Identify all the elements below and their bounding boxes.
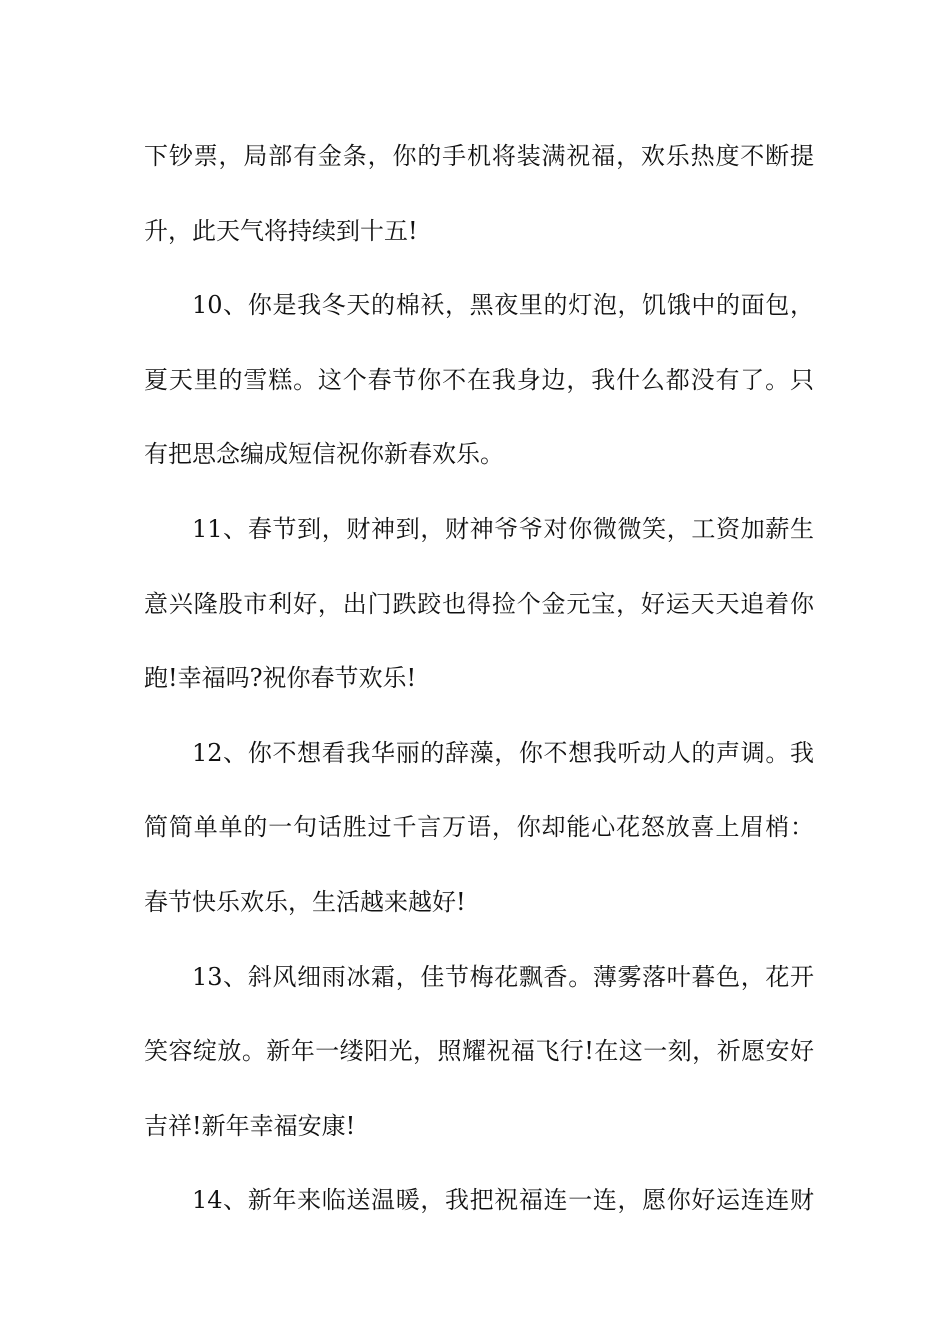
- text-line: 10、你是我冬天的棉袄，黑夜里的灯泡，饥饿中的面包，: [192, 291, 814, 320]
- text-line: 有把思念编成短信祝你新春欢乐。: [144, 440, 504, 469]
- text-line: 升，此天气将持续到十五!: [144, 216, 418, 245]
- document-body: [144, 126, 814, 1245]
- text-line: 夏天里的雪糕。这个春节你不在我身边，我什么都没有了。只: [144, 365, 814, 394]
- text-line: 12、你不想看我华丽的辞藻，你不想我听动人的声调。我: [192, 738, 814, 767]
- text-line: 意兴隆股市利好，出门跌跤也得捡个金元宝，好运天天追着你: [144, 589, 814, 618]
- text-line: 春节快乐欢乐，生活越来越好!: [144, 887, 466, 916]
- text-line: 跑!幸福吗?祝你春节欢乐!: [144, 664, 417, 693]
- text-line: 14、新年来临送温暖，我把祝福连一连，愿你好运连连财: [192, 1186, 814, 1215]
- text-line: 吉祥!新年幸福安康!: [144, 1111, 356, 1140]
- text-line: 13、斜风细雨冰霜，佳节梅花飘香。薄雾落叶暮色，花开: [192, 962, 814, 991]
- text-line: 11、春节到，财神到，财神爷爷对你微微笑，工资加薪生: [192, 514, 814, 543]
- text-line: 下钞票，局部有金条，你的手机将装满祝福，欢乐热度不断提: [144, 142, 814, 170]
- text-line: 笑容绽放。新年一缕阳光，照耀祝福飞行!在这一刻，祈愿安好: [144, 1037, 814, 1066]
- text-line: 简简单单的一句话胜过千言万语，你却能心花怒放喜上眉梢：: [144, 813, 814, 842]
